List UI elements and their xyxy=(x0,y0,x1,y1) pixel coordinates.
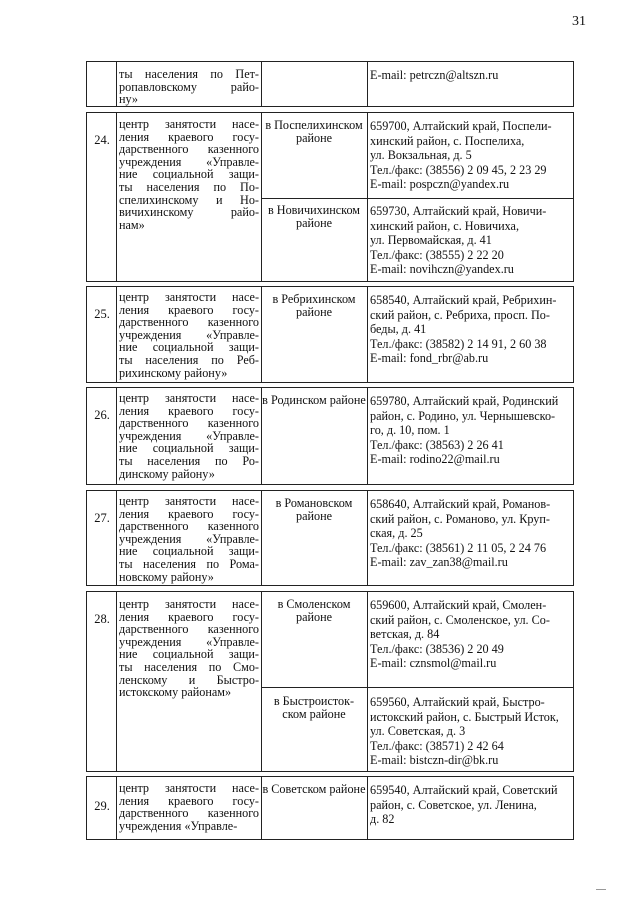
row-number: 26. xyxy=(94,408,110,422)
district-address: 659730, Алтайский край, Новичи- хинский район, с. Новичиха, ул. Первомайская, д. 41 Тел./факс: (38555) 2 22 20 E-mail: novihczn@yandex.ru xyxy=(370,204,547,277)
district-address: 659780, Алтайский край, Родинский район, с. Родино, ул. Чернышевско- го, д. 10, пом. 1 Тел./факс: (38563) 2 26 41 E-mail: rodino22@mail.ru xyxy=(370,394,559,467)
district-address: 659560, Алтайский край, Быстро- истокский район, с. Быстрый Исток, ул. Советская, д. 3 Тел./факс: (38571) 2 42 64 E-mail: bistczn-dir@bk.ru xyxy=(370,695,559,768)
district-name: в Быстроисток-ском районе xyxy=(273,694,355,722)
district-name: в Смоленском районе xyxy=(277,597,351,625)
district-name: в Новичихинском районе xyxy=(267,203,361,231)
district-name: в Романовском районе xyxy=(275,496,353,524)
district-name: в Родинском районе xyxy=(262,393,366,407)
table-row xyxy=(86,286,574,383)
table-row xyxy=(86,112,574,282)
organization-name: центр занятости насе- ления краевого госу- дарственного казенного учреждения «Управле- ние социальной защи- ты населения по Рома- новскому району» xyxy=(119,494,259,584)
district-address: 658640, Алтайский край, Романов- ский район, с. Романово, ул. Круп- ская, д. 25 Тел./факс: (38561) 2 11 05, 2 24 76 E-mail: zav_zan38@mail.ru xyxy=(370,497,551,570)
district-address: 658540, Алтайский край, Ребрихин- ский район, с. Ребриха, просп. По- беды, д. 41 Тел./факс: (38582) 2 14 91, 2 60 38 E-mail: fond_rbr@ab.ru xyxy=(370,293,557,366)
table-row xyxy=(86,776,574,840)
row-number: 25. xyxy=(94,307,110,321)
row-number: 28. xyxy=(94,612,110,626)
table-row xyxy=(86,591,574,772)
district-address: 659600, Алтайский край, Смолен- ский район, с. Смоленское, ул. Со- ветская, д. 84 Тел./факс: (38536) 2 20 49 E-mail: cznsmol@mail.ru xyxy=(370,598,550,671)
row-number: 27. xyxy=(94,511,110,525)
district-address: 659540, Алтайский край, Советский район, с. Советское, ул. Ленина, д. 82 xyxy=(370,783,558,827)
organization-name: центр занятости насе- ления краевого госу- дарственного казенного учреждения «Управле- xyxy=(119,781,259,833)
district-name: в Поспелихинском районе xyxy=(265,118,363,146)
organization-name: центр занятости насе- ления краевого госу- дарственного казенного учреждения «Управле- ние социальной защи- ты населения по По- спелихинскому и Но- вичихинскому райо- нам» xyxy=(119,117,259,232)
organization-name: центр занятости насе- ления краевого госу- дарственного казенного учреждения «Управле- ние социальной защи- ты населения по Смо- ленскому и Быстро- истокскому районам» xyxy=(119,597,259,700)
district-name: в Ребрихинском районе xyxy=(272,292,356,320)
row-number: 24. xyxy=(94,133,110,147)
district-name: в Советском районе xyxy=(262,782,366,796)
organization-name: центр занятости насе- ления краевого госу- дарственного казенного учреждения «Управле- ние социальной защи- ты населения по Ро- динскому району» xyxy=(119,391,259,481)
scan-mark xyxy=(596,889,606,890)
district-address: E-mail: petrczn@altszn.ru xyxy=(370,68,499,82)
district-address: 659700, Алтайский край, Поспели- хинский район, с. Поспелиха, ул. Вокзальная, д. 5 Тел./факс: (38556) 2 09 45, 2 23 29 E-mail: pospczn@yandex.ru xyxy=(370,119,552,192)
table-row xyxy=(86,61,574,107)
table-row xyxy=(86,490,574,586)
page-number: 31 xyxy=(572,14,586,29)
table-row xyxy=(86,387,574,485)
row-number: 29. xyxy=(94,799,110,813)
organization-name: ты населения по Пет- ропавловскому райо- ну» xyxy=(119,67,259,107)
organization-name: центр занятости насе- ления краевого госу- дарственного казенного учреждения «Управле- ние социальной защи- ты населения по Реб- рихинскому району» xyxy=(119,290,259,380)
